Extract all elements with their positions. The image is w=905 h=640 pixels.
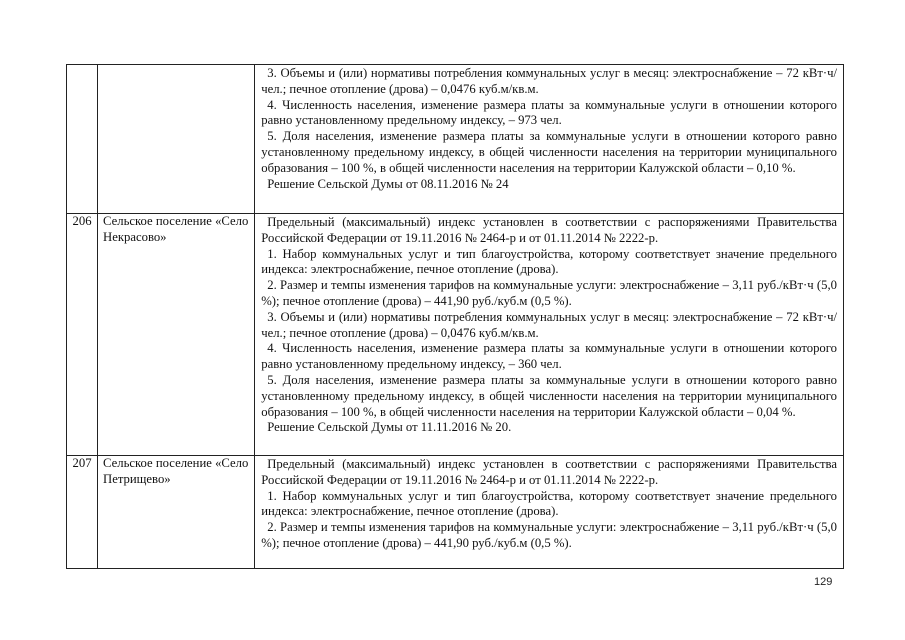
index-description (255, 214, 844, 456)
settlement-name-text: Сельское поселение «Село Некрасово» (103, 214, 249, 244)
paragraph: 4. Численность населения, изменение размера платы за коммунальные услуги в отношении которого равно установленному предельному индексу, – 973 чел. (261, 97, 837, 128)
table-row (67, 214, 844, 456)
paragraph: Решение Сельской Думы от 08.11.2016 № 24 (267, 176, 509, 191)
municipal-index-table (66, 64, 844, 569)
row-number (67, 65, 98, 214)
settlement-name-text: Сельское поселение «Село Петрищево» (103, 456, 249, 486)
settlement-name (98, 65, 255, 214)
paragraph: 3. Объемы и (или) нормативы потребления коммунальных услуг в месяц: электроснабжение – 72 кВт·ч/чел.; печное отопление (дрова) – 0,0476 куб.м/кв.м. (261, 66, 837, 96)
paragraph: 1. Набор коммунальных услуг и тип благоустройства, которому соответствует значение предельного индекса: электроснабжение, печное отопление (дрова). (261, 488, 837, 519)
paragraph: 3. Объемы и (или) нормативы потребления коммунальных услуг в месяц: электроснабжение – 72 кВт·ч/чел.; печное отопление (дрова) – 0,0476 куб.м/кв.м. (261, 309, 837, 340)
page-number: 129 (814, 576, 833, 588)
table-row (67, 65, 844, 214)
index-description (255, 456, 844, 569)
settlement-name (98, 214, 255, 456)
table-body (67, 65, 844, 569)
paragraph: 5. Доля населения, изменение размера платы за коммунальные услуги в отношении которого равно установленному предельному индексу, в общей численности населения на территории муниципального образования – 100 %, в общей численности населения на территории Калужской области – 0,10 %. (261, 129, 837, 175)
index-description (255, 65, 844, 214)
paragraph: 1. Набор коммунальных услуг и тип благоустройства, которому соответствует значение предельного индекса: электроснабжение, печное отопление (дрова). (261, 246, 837, 277)
paragraph: 5. Доля населения, изменение размера платы за коммунальные услуги в отношении которого равно установленному предельному индексу, в общей численности населения на территории муниципального образования – 100 %, в общей численности населения на территории Калужской области – 0,04 %. (261, 372, 837, 419)
paragraph: 2. Размер и темпы изменения тарифов на коммунальные услуги: электроснабжение – 3,11 руб./кВт·ч (5,0 %); печное отопление (дрова) – 441,90 руб./куб.м (0,5 %). (261, 278, 837, 308)
paragraph: 2. Размер и темпы изменения тарифов на коммунальные услуги: электроснабжение – 3,11 руб./кВт·ч (5,0 %); печное отопление (дрова) – 441,90 руб./куб.м (0,5 %). (261, 520, 837, 550)
paragraph: Предельный (максимальный) индекс установлен в соответствии с распоряжениями Правительства Российской Федерации от 19.11.2016 № 2464-р и от 01.11.2014 № 2222-р. (261, 457, 837, 487)
table-row (67, 456, 844, 569)
paragraph: Предельный (максимальный) индекс установлен в соответствии с распоряжениями Правительства Российской Федерации от 19.11.2016 № 2464-р и от 01.11.2014 № 2222-р. (261, 215, 837, 245)
settlement-name (98, 456, 255, 569)
paragraph: Решение Сельской Думы от 11.11.2016 № 20. (267, 420, 512, 435)
row-number: 207 (67, 456, 98, 569)
paragraph: 4. Численность населения, изменение размера платы за коммунальные услуги в отношении которого равно установленному предельному индексу, – 360 чел. (261, 341, 837, 372)
row-number: 206 (67, 214, 98, 456)
